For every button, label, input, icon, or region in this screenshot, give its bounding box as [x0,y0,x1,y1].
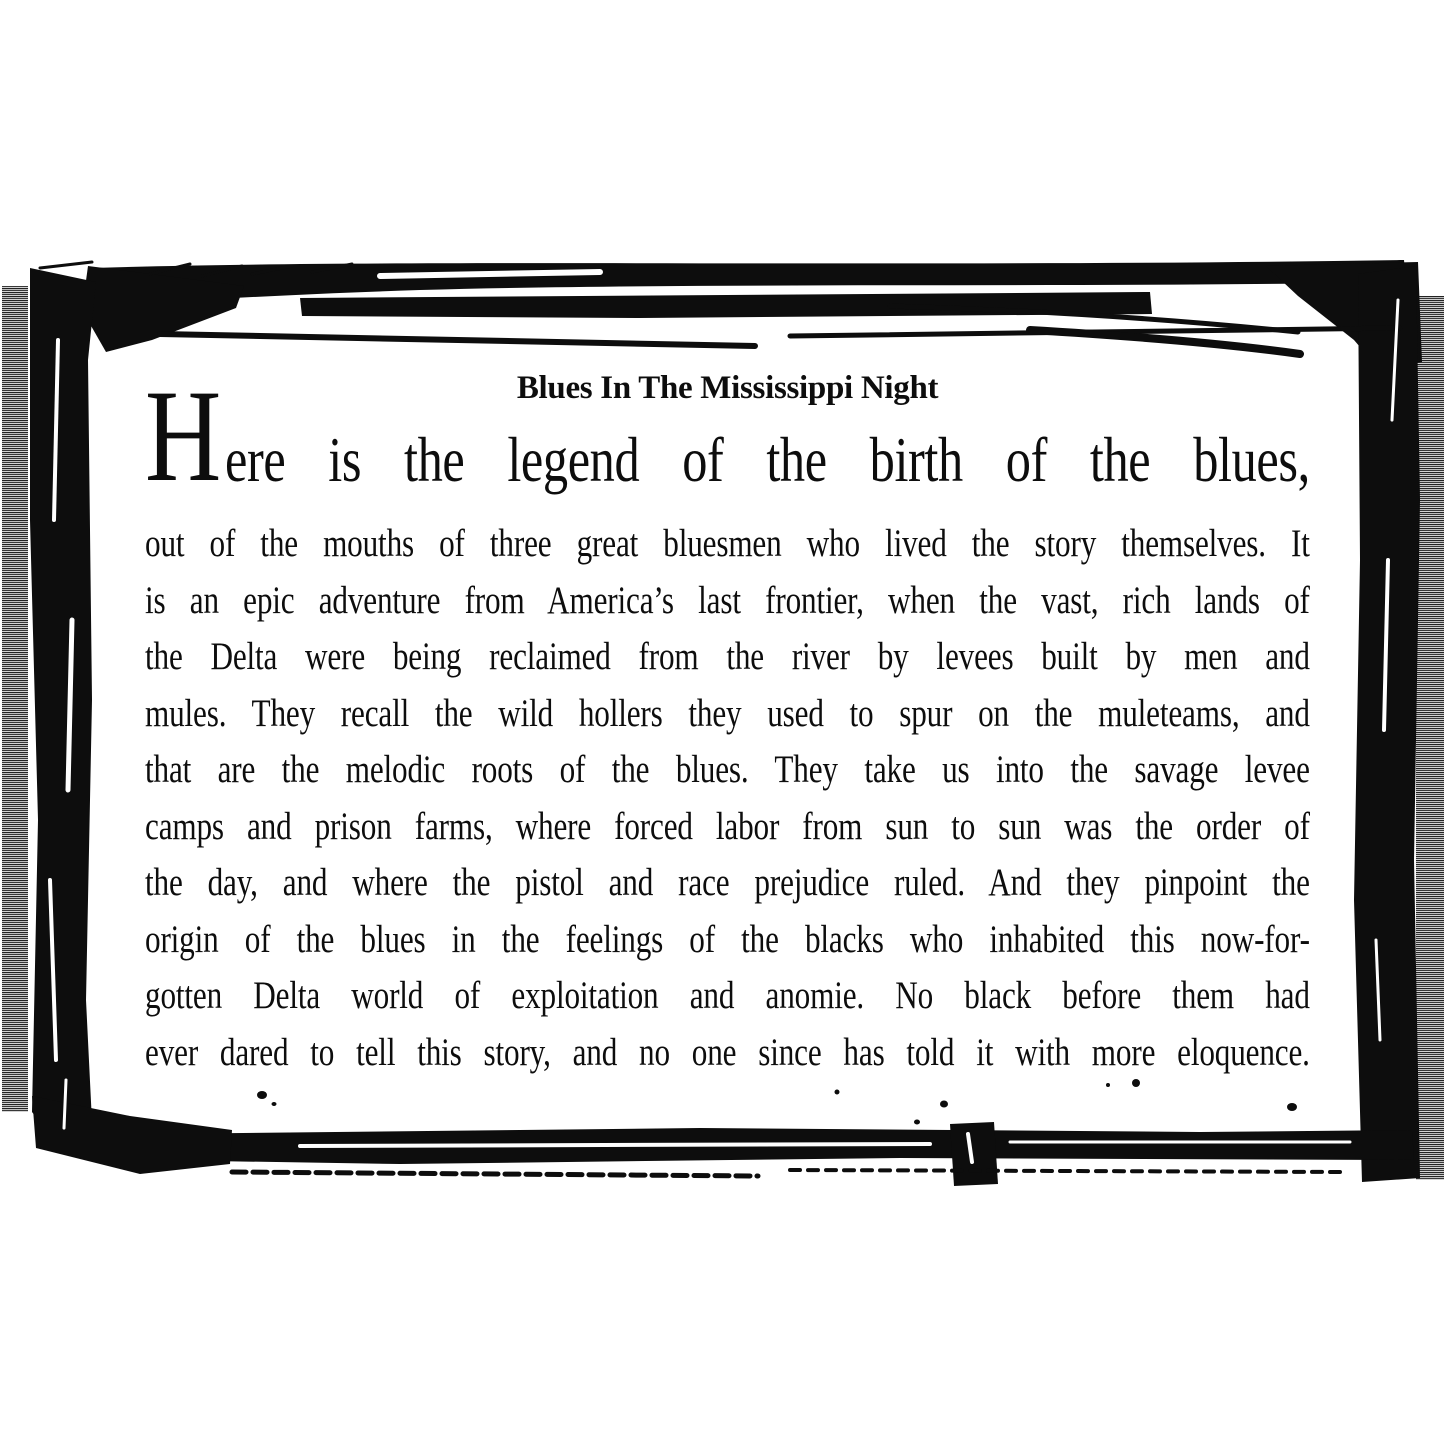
text-block [145,362,1310,1081]
halftone-strip-left [2,286,28,1112]
text-line: origin of the blues in the feelings of the blacks who inhabited this now-for- [145,917,1310,961]
text-line: ever dared to tell this story, and no one since has told it with more eloquence. [145,1030,1310,1074]
halftone-strip-right [1416,296,1444,1180]
text-line: the Delta were being reclaimed from the river by levees built by men and [145,635,1310,678]
body-paragraph [145,516,1310,1081]
text-line: is an epic adventure from America’s last frontier, when the vast, rich lands of [145,578,1310,622]
ink-speckles [257,1079,1297,1125]
text-line: gotten Delta world of exploitation and anomie. No black before them had [145,974,1310,1017]
text-line: out of the mouths of three great bluesmen who lived the story themselves. It [145,522,1310,565]
dropcap-initial: H [145,362,222,509]
text-line: the day, and where the pistol and race prejudice ruled. And they pinpoint the [145,861,1310,904]
page-title: Blues In The Mississippi Night [516,370,939,406]
headline-text: ere is the legend of the birth of the blues, [225,425,1310,495]
text-line: mules. They recall the wild hollers they used to spur on the muleteams, and [145,691,1310,735]
text-line: camps and prison farms, where forced labor from sun to sun was the order of [145,804,1310,848]
text-line: that are the melodic roots of the blues. They take us into the savage levee [145,748,1310,791]
